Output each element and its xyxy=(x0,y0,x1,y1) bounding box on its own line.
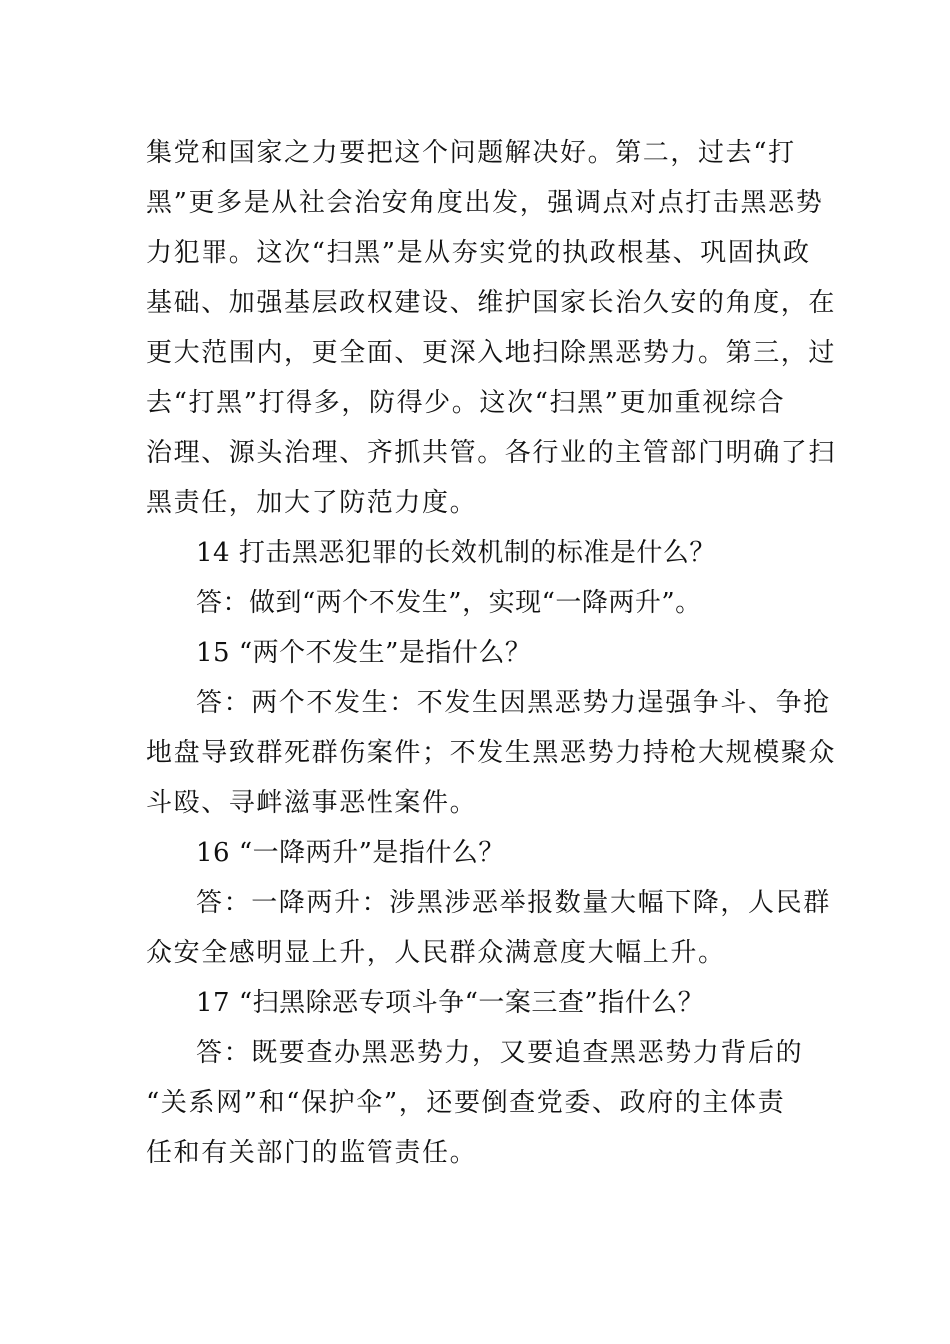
paragraph-line: 众安全感明显上升，人民群众满意度大幅上升。 xyxy=(146,938,726,968)
answer-17: 答：既要查办黑恶势力，又要追查黑恶势力背后的 xyxy=(196,1038,804,1068)
paragraph-line: 黑责任，加大了防范力度。 xyxy=(146,488,478,518)
paragraph-line: 治理、源头治理、齐抓共管。各行业的主管部门明确了扫 xyxy=(146,438,837,468)
paragraph-line: 黑”更多是从社会治安角度出发，强调点对点打击黑恶势 xyxy=(146,188,824,218)
paragraph-line: 力犯罪。这次“扫黑”是从夯实党的执政根基、巩固执政 xyxy=(146,238,811,268)
answer-16: 答：一降两升：涉黑涉恶举报数量大幅下降，人民群 xyxy=(196,888,831,918)
paragraph-line: “关系网”和“保护伞”，还要倒查党委、政府的主体责 xyxy=(146,1088,786,1118)
question-14: 14 打击黑恶犯罪的长效机制的标准是什么？ xyxy=(196,538,716,568)
paragraph-line: 去“打黑”打得多，防得少。这次“扫黑”更加重视综合 xyxy=(146,388,786,418)
paragraph-line: 任和有关部门的监管责任。 xyxy=(146,1138,478,1168)
question-17: 17 “扫黑除恶专项斗争“一案三查”指什么？ xyxy=(196,988,705,1018)
question-15: 15 “两个不发生”是指什么？ xyxy=(196,638,532,668)
paragraph-line: 基础、加强基层政权建设、维护国家长治久安的角度，在 xyxy=(146,288,837,318)
question-16: 16 “一降两升”是指什么？ xyxy=(196,838,505,868)
paragraph-line: 斗殴、寻衅滋事恶性案件。 xyxy=(146,788,478,818)
answer-14: 答：做到“两个不发生”，实现“一降两升”。 xyxy=(196,588,702,618)
paragraph-line: 集党和国家之力要把这个问题解决好。第二，过去“打 xyxy=(146,138,796,168)
paragraph-line: 更大范围内，更全面、更深入地扫除黑恶势力。第三，过 xyxy=(146,338,837,368)
answer-15: 答：两个不发生：不发生因黑恶势力逞强争斗、争抢 xyxy=(196,688,831,718)
paragraph-line: 地盘导致群死群伤案件；不发生黑恶势力持枪大规模聚众 xyxy=(146,738,837,768)
